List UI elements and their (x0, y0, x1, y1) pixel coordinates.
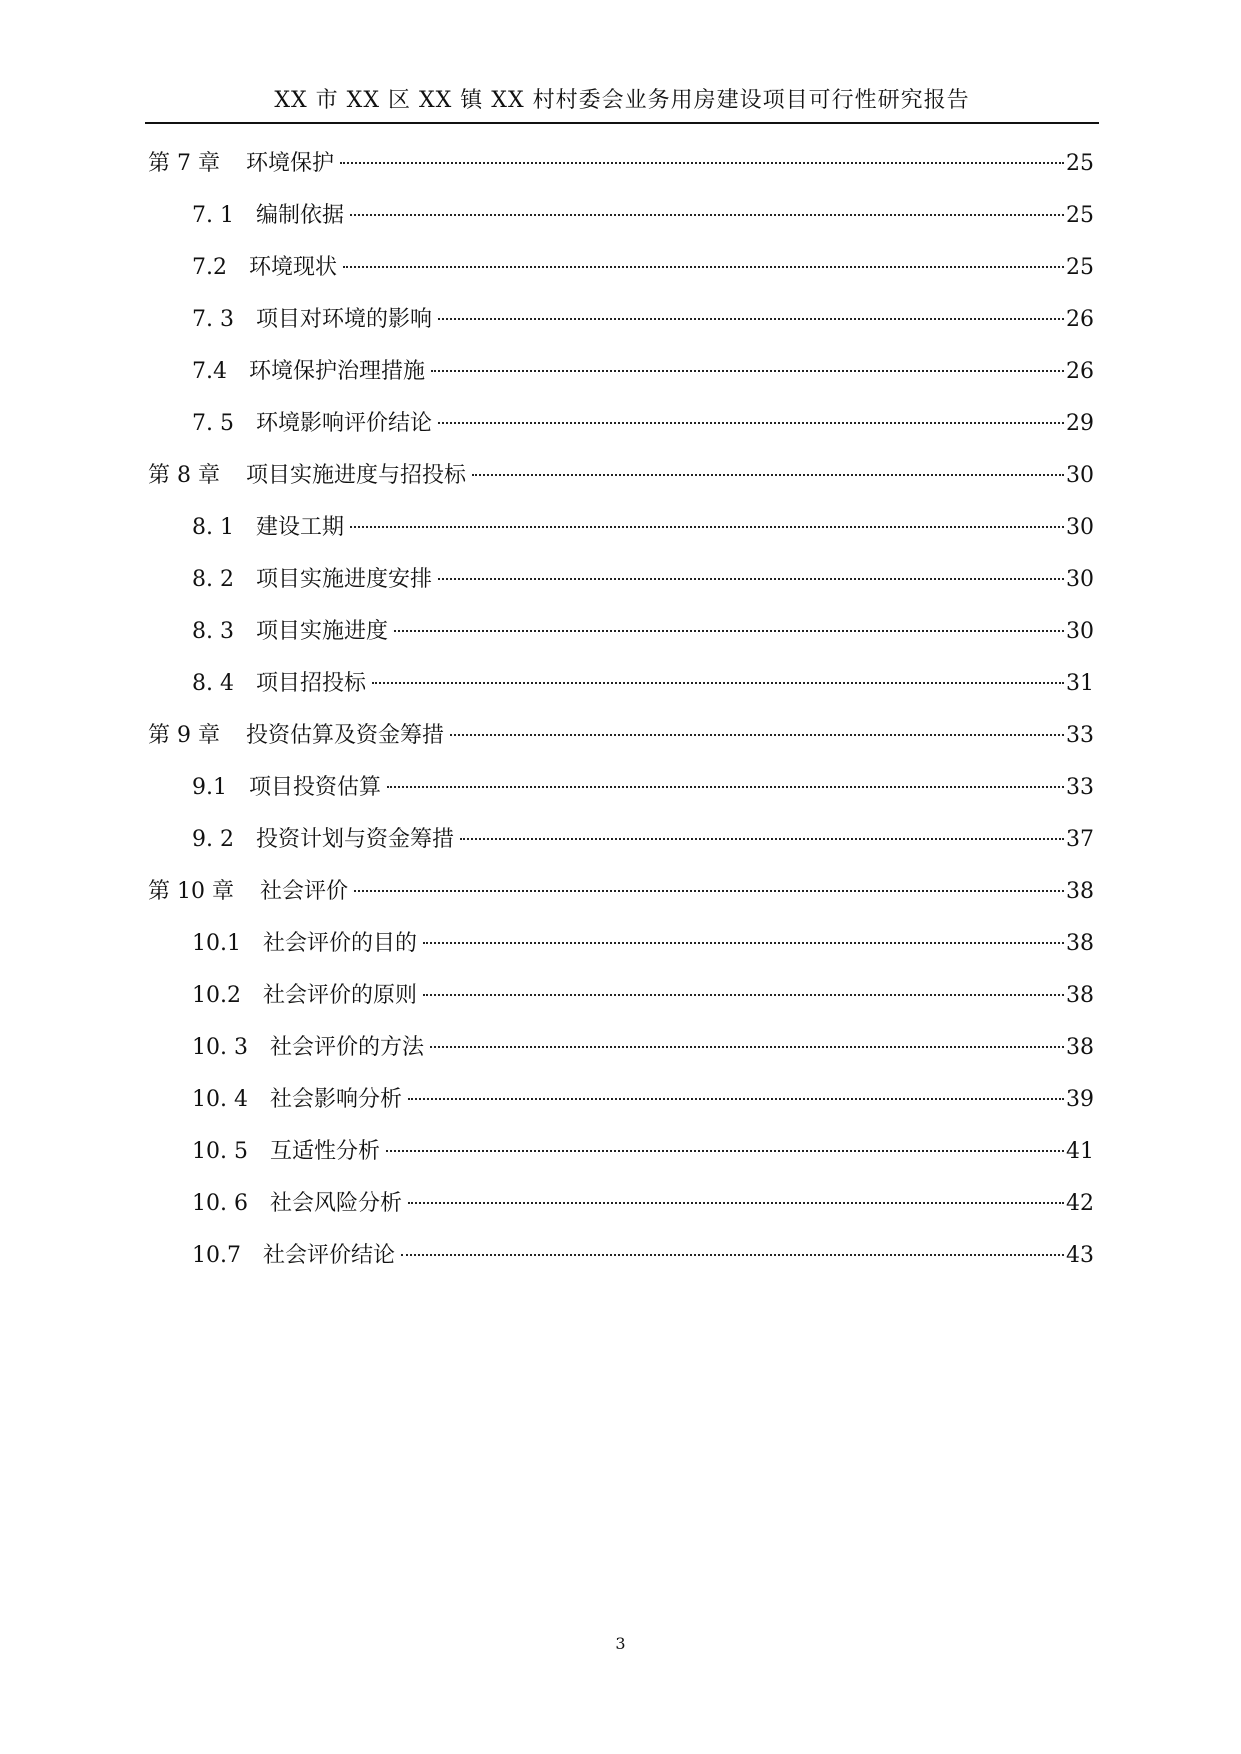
toc-dot-leader (372, 682, 1064, 684)
toc-entry-8-4[interactable] (192, 666, 1094, 702)
toc-entry-page: 38 (1066, 1035, 1094, 1060)
page-number: 3 (615, 1634, 626, 1653)
toc-dot-leader (350, 214, 1064, 216)
toc-entry-title: 项目实施进度与招投标 (245, 463, 466, 488)
toc-entry-page: 43 (1066, 1243, 1094, 1268)
toc-entry-10-3[interactable] (192, 1030, 1094, 1066)
toc-entry-number: 8. 3 (192, 619, 234, 644)
toc-entry-number: 10. 4 (192, 1087, 248, 1112)
toc-entry-page: 42 (1066, 1191, 1094, 1216)
toc-entry-8-3[interactable] (192, 614, 1094, 650)
page-header-title: XX 市 XX 区 XX 镇 XX 村村委会业务用房建设项目可行性研究报告 (274, 88, 970, 113)
toc-entry-title: 社会风险分析 (269, 1191, 402, 1216)
toc-dot-leader (387, 786, 1064, 788)
toc-entry-title: 社会评价 (259, 879, 348, 904)
toc-entry-page: 38 (1066, 931, 1094, 956)
toc-entry-title: 社会评价的目的 (262, 931, 417, 956)
toc-dot-leader (354, 890, 1064, 892)
toc-entry-page: 37 (1066, 827, 1094, 852)
toc-entry-chapter-10[interactable] (148, 874, 1094, 910)
toc-entry-title: 编制依据 (255, 203, 344, 228)
toc-entry-10-6[interactable] (192, 1186, 1094, 1222)
toc-entry-number: 10.2 (192, 983, 241, 1008)
toc-entry-7-1[interactable] (192, 198, 1094, 234)
toc-entry-title: 社会影响分析 (269, 1087, 402, 1112)
toc-entry-7-4[interactable] (192, 354, 1094, 390)
toc-entry-number: 7.2 (192, 255, 227, 280)
toc-entry-number: 第 8 章 (148, 463, 220, 488)
toc-entry-number: 10.1 (192, 931, 241, 956)
toc-entry-page: 41 (1066, 1139, 1094, 1164)
toc-dot-leader (438, 318, 1064, 320)
toc-entry-page: 31 (1066, 671, 1094, 696)
toc-dot-leader (450, 734, 1064, 736)
toc-entry-10-2[interactable] (192, 978, 1094, 1014)
header-divider (145, 122, 1099, 124)
toc-dot-leader (438, 422, 1064, 424)
toc-entry-number: 10. 6 (192, 1191, 248, 1216)
toc-entry-7-2[interactable] (192, 250, 1094, 286)
toc-dot-leader (423, 994, 1064, 996)
toc-entry-title: 项目实施进度 (255, 619, 388, 644)
toc-entry-8-1[interactable] (192, 510, 1094, 546)
toc-entry-title: 互适性分析 (269, 1139, 380, 1164)
toc-entry-7-3[interactable] (192, 302, 1094, 338)
toc-entry-number: 10.7 (192, 1243, 241, 1268)
toc-entry-number: 8. 4 (192, 671, 234, 696)
toc-entry-title: 环境现状 (249, 255, 338, 280)
toc-entry-number: 8. 2 (192, 567, 234, 592)
toc-entry-number: 7. 3 (192, 307, 234, 332)
toc-entry-title: 环境保护治理措施 (249, 359, 426, 384)
toc-entry-title: 项目实施进度安排 (255, 567, 432, 592)
toc-entry-number: 第 10 章 (148, 879, 234, 904)
toc-dot-leader (340, 162, 1064, 164)
toc-entry-page: 30 (1066, 515, 1094, 540)
toc-entry-10-5[interactable] (192, 1134, 1094, 1170)
toc-entry-title: 投资估算及资金筹措 (245, 723, 444, 748)
toc-entry-page: 29 (1066, 411, 1094, 436)
toc-entry-number: 10. 3 (192, 1035, 248, 1060)
toc-dot-leader (408, 1098, 1064, 1100)
toc-entry-page: 25 (1066, 203, 1094, 228)
toc-entry-9-2[interactable] (192, 822, 1094, 858)
toc-entry-number: 7. 1 (192, 203, 234, 228)
toc-entry-number: 10. 5 (192, 1139, 248, 1164)
toc-entry-number: 7.4 (192, 359, 227, 384)
toc-entry-page: 26 (1066, 359, 1094, 384)
toc-dot-leader (438, 578, 1064, 580)
toc-dot-leader (472, 474, 1064, 476)
toc-entry-number: 9. 2 (192, 827, 234, 852)
toc-entry-number: 第 9 章 (148, 723, 220, 748)
toc-entry-title: 项目投资估算 (249, 775, 382, 800)
toc-entry-number: 8. 1 (192, 515, 234, 540)
toc-dot-leader (430, 1046, 1064, 1048)
toc-entry-chapter-8[interactable] (148, 458, 1094, 494)
toc-dot-leader (394, 630, 1064, 632)
toc-dot-leader (460, 838, 1064, 840)
toc-entry-title: 社会评价的原则 (262, 983, 417, 1008)
toc-entry-title: 项目对环境的影响 (255, 307, 432, 332)
toc-entry-page: 26 (1066, 307, 1094, 332)
toc-entry-page: 30 (1066, 463, 1094, 488)
toc-entry-number: 7. 5 (192, 411, 234, 436)
toc-entry-10-1[interactable] (192, 926, 1094, 962)
toc-entry-page: 25 (1066, 255, 1094, 280)
toc-entry-chapter-7[interactable] (148, 146, 1094, 182)
toc-entry-10-4[interactable] (192, 1082, 1094, 1118)
toc-entry-title: 项目招投标 (255, 671, 366, 696)
toc-entry-title: 投资计划与资金筹措 (255, 827, 454, 852)
toc-entry-chapter-9[interactable] (148, 718, 1094, 754)
toc-entry-number: 第 7 章 (148, 151, 220, 176)
toc-entry-page: 39 (1066, 1087, 1094, 1112)
toc-entry-title: 环境保护 (245, 151, 334, 176)
toc-entry-page: 38 (1066, 879, 1094, 904)
toc-dot-leader (386, 1150, 1064, 1152)
toc-dot-leader (401, 1254, 1064, 1256)
toc-entry-page: 33 (1066, 775, 1094, 800)
toc-dot-leader (423, 942, 1064, 944)
toc-entry-9-1[interactable] (192, 770, 1094, 806)
toc-entry-10-7[interactable] (192, 1238, 1094, 1274)
toc-entry-title: 建设工期 (255, 515, 344, 540)
toc-entry-page: 38 (1066, 983, 1094, 1008)
toc-entry-page: 30 (1066, 619, 1094, 644)
toc-entry-page: 25 (1066, 151, 1094, 176)
toc-entry-page: 30 (1066, 567, 1094, 592)
toc-dot-leader (350, 526, 1064, 528)
toc-dot-leader (408, 1202, 1064, 1204)
toc-entry-page: 33 (1066, 723, 1094, 748)
toc-entry-title: 环境影响评价结论 (255, 411, 432, 436)
toc-dot-leader (431, 370, 1064, 372)
toc-entry-title: 社会评价结论 (262, 1243, 395, 1268)
toc-entry-number: 9.1 (192, 775, 227, 800)
toc-entry-8-2[interactable] (192, 562, 1094, 598)
toc-entry-7-5[interactable] (192, 406, 1094, 442)
toc-dot-leader (343, 266, 1064, 268)
toc-entry-title: 社会评价的方法 (269, 1035, 424, 1060)
